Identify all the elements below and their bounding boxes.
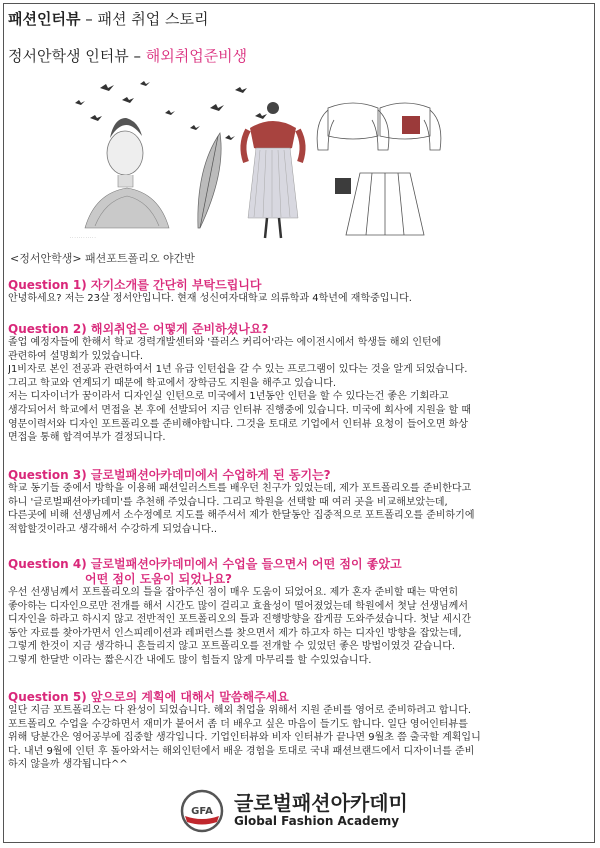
answer-line: 다른곳에 비해 선생님께서 소수정예로 지도를 해주셔서 제가 한달동안 집중적으로 포트폴리오를 준비하기에 [8,510,475,522]
birds-group [75,81,267,140]
question-4-continued: 어떤 점이 도움이 되었나요? [85,572,233,586]
answer-line: 좋아하는 디자인으로만 전개를 해서 시간도 많이 걸리고 효율성이 떨어졌었는데 학원에서 첫날 선생님께서 [8,600,469,612]
flat-sketches [317,103,441,235]
answer-line: 생각되어서 학교에서 면접을 본 후에 선발되어 지금 인터뷰 진행중에 있습니다. 미국에 회사에 지원을 할 때 [8,404,472,416]
answer-line: 면접을 통해 합격여부가 결정되니다. [8,432,166,444]
fashion-portfolio-illustration [60,78,480,248]
answer-line: 포트폴리오 수업을 수강하면서 재미가 붙어서 좀 더 배우고 싶은 마음이 들기도 합니다. 일단 영어인터뷰를 [8,718,468,730]
question-5: Question 5) 앞으로의 계획에 대해서 말씀해주세요 [8,690,289,704]
answer-3 [8,482,592,536]
question-1: Question 1) 자기소개를 간단히 부탁드립니다 [8,278,262,292]
answer-line: 그렇게 한것이 지금 생각하니 흔들리지 않고 포트폴리오를 전개할 수 있었던 좋은 방법이였것 같습니다. [8,641,456,653]
answer-4 [8,586,592,668]
answer-line: J1비자로 본인 전공과 관련하여서 1년 유급 인턴쉽을 갈 수 있는 프로그램이 있다는 것을 알게 되었습니다. [8,364,468,376]
answer-line: 일단 지금 포트폴리오는 다 완성이 되었습니다. 해외 취업을 위해서 지원 준비를 영어로 준비하려고 합니다. [8,705,472,716]
fabric-swatch-red [402,116,420,134]
answer-line: 졸업 예정자들에 한해서 학교 경력개발센터와 '플러스 커리어'라는 에이전시에서 학생들 해외 인턴에 [8,337,442,348]
emblem-text: GFA [191,806,213,817]
title-bold: 패션인터뷰 [8,10,81,28]
answer-1 [8,292,592,306]
answer-line: 적합할것이라고 생각해서 수강하게 되었습니다.. [8,523,218,535]
title-rest: – 패션 취업 스토리 [80,10,209,28]
logo-subtitle: Global Fashion Academy [234,814,400,828]
answer-line: 그렇게 한달반 이라는 짧은시간 내에도 많이 힘들지 않게 마무리를 할 수있었습니다. [8,654,372,666]
answer-line: 위해 당분간은 영어공부에 집중할 생각입니다. 기업인터뷰와 비자 인터뷰가 끝나면 9월초 쯤 출국할 계획입니 [8,732,481,744]
answer-line: 하니 '글로벌패션아카데미'를 추천해 주었습니다. 그리고 학원을 선택할 때 여러 곳을 비교해보았는데, [8,496,448,508]
answer-line: 관련하여 설명회가 있었습니다. [8,350,144,362]
answer-5 [8,704,592,772]
answer-line: 하지 않을까 생각됩니다^^ [8,759,128,771]
gfa-emblem-icon [180,789,224,833]
subtitle-highlight: 해외취업준비생 [145,47,248,65]
answer-line: 우선 선생님께서 포트폴리오의 틀을 잡아주신 점이 매우 도움이 되었어요. 제가 혼자 준비할 때는 막연히 [8,587,459,598]
answer-line: 저는 디자이너가 꿈이라서 디자인실 인턴으로 미국에서 1년동안 인턴을 할 수 있다는건 좋은 기회라고 [8,391,449,403]
answer-line: 안녕하세요? 저는 23살 정서안입니다. 현재 성신여자대학교 의류학과 4학년에 재학중입니다. [8,293,412,304]
svg-text:. . . . . . . . . . . .: . . . . . . . . . . . . [70,235,96,239]
academy-logo [178,787,438,835]
answer-line: 동안 자료를 찾아가면서 인스피레이션과 레퍼런스를 찾으면서 제가 하고자 하는 디자인 방향을 잡았는데, [8,627,462,639]
page-subtitle [8,45,247,66]
page-title [8,8,208,29]
question-3: Question 3) 글로벌패션아카데미에서 수업하게 된 동기는? [8,468,331,482]
question-4: Question 4) 글로벌패션아카데미에서 수업을 들으면서 어떤 점이 좋았고 [8,557,402,571]
answer-line: 영문이력서와 디자인 포트폴리오를 준비해야합니다. 그것을 토대로 기업에서 인터뷰 요청이 들어오면 화상 [8,418,469,430]
figure-sketch [70,118,169,239]
model-illustration [243,102,302,238]
illustration-caption: <정서안학생> 패션포트폴리오 야간반 [10,252,195,265]
answer-2 [8,336,592,445]
answer-line: 디자인을 하라고 하시지 않고 전반적인 포트폴리오의 틀과 진행방향을 잡게끔 도와주셨습니다. 첫날 세시간 [8,614,472,626]
subtitle-prefix: 정서안학생 인터뷰 – [8,47,146,65]
answer-line: 그리고 학교와 연계되기 때문에 학교에서 장학금도 지원을 해주고 있습니다. [8,377,337,389]
answer-line: 학교 동기들 중에서 방학을 이용해 패션일러스트를 배우던 친구가 있었는데, 제가 포트폴리오를 준비한다고 [8,483,472,494]
logo-title: 글로벌패션아카데미 [234,791,408,815]
question-2: Question 2) 해외취업은 어떻게 준비하셨나요? [8,322,269,336]
fabric-swatch-dark [335,178,351,194]
feather-sketch [198,133,221,228]
answer-line: 다. 내년 9월에 인턴 후 돌아와서는 해외인턴에서 배운 경험을 토대로 국내 패션브랜드에서 디자이너를 준비 [8,745,475,757]
